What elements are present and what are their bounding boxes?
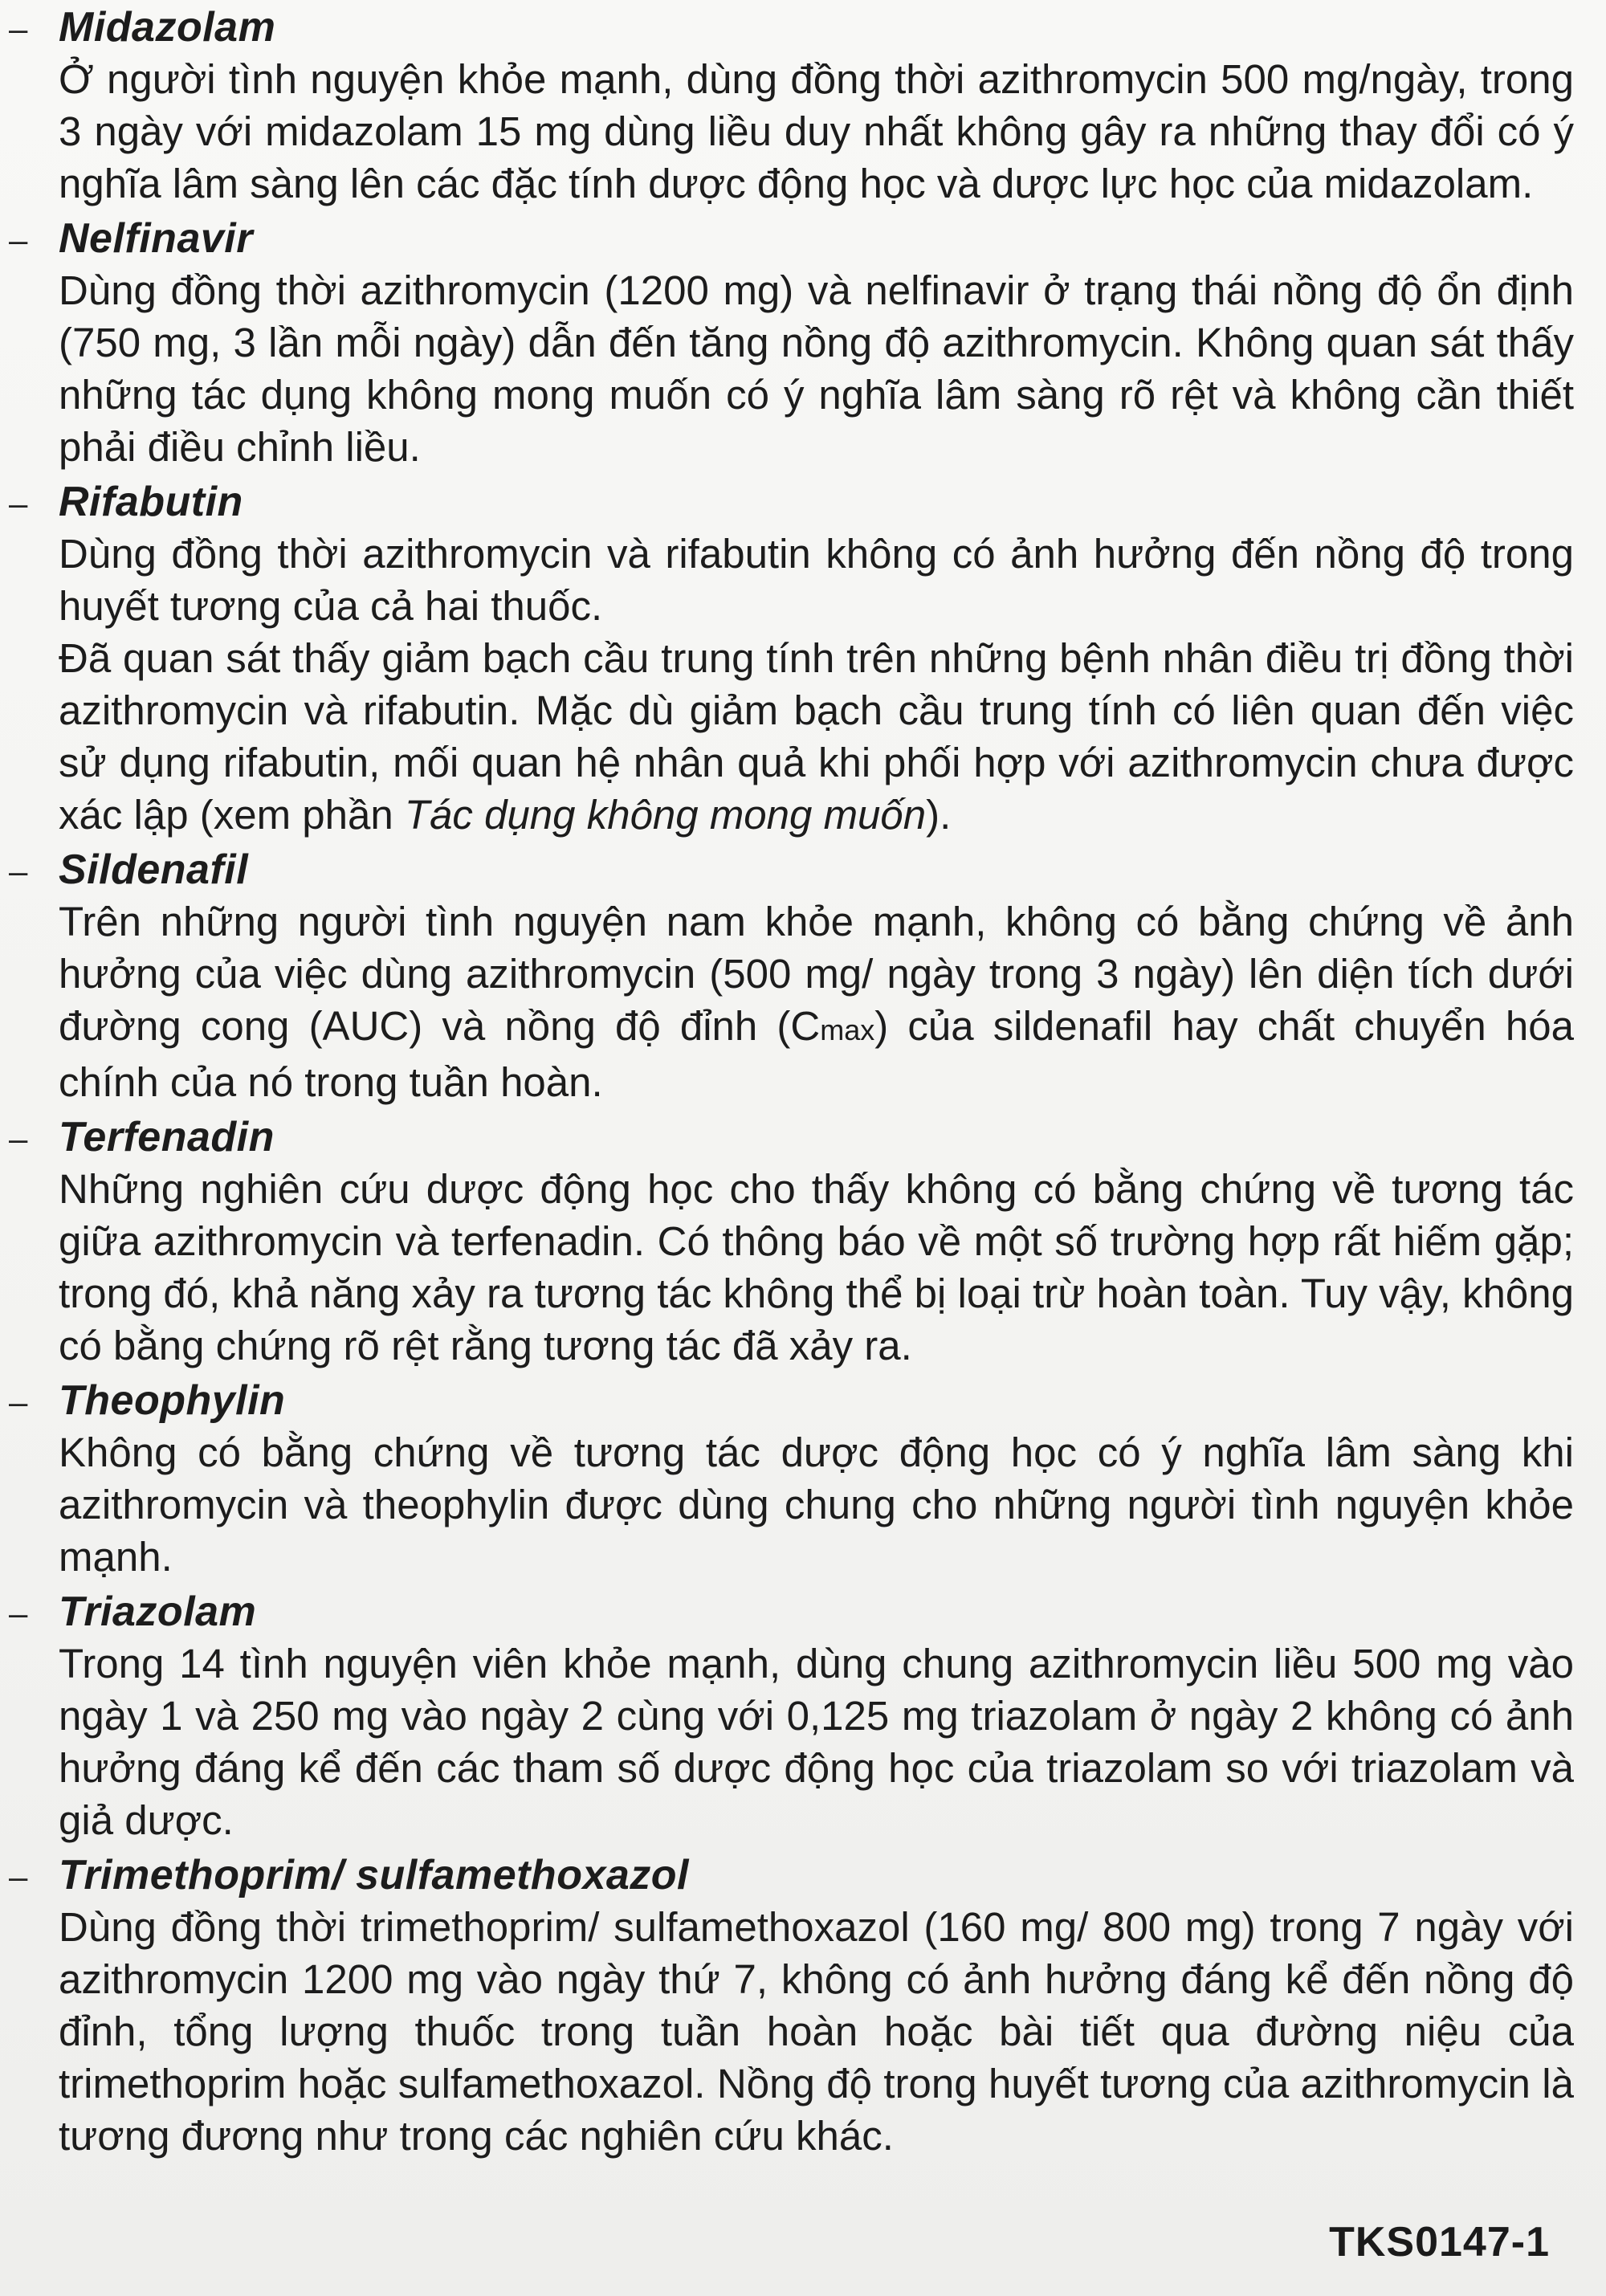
entry-nelfinavir: [0, 213, 1606, 473]
list-dash: –: [9, 484, 28, 522]
drug-name: Sildenafil: [59, 846, 249, 893]
list-dash: –: [9, 1119, 28, 1157]
drug-name: Trimethoprim/ sulfamethoxazol: [59, 1852, 690, 1898]
entry-paragraph: Dùng đồng thời azithromycin và rifabutin không có ảnh hưởng đến nồng độ trong huyết tương của cả hai thuốc.: [59, 531, 1574, 629]
entry-paragraph: Ở người tình nguyện khỏe mạnh, dùng đồng thời azithromycin 500 mg/ngày, trong 3 ngày với midazolam 15 mg dùng liều duy nhất không gây ra những thay đổi có ý nghĩa lâm sàng lên các đặc tính dược động học và dược lực học của midazolam.: [59, 56, 1574, 206]
entry-midazolam: [0, 2, 1606, 210]
list-dash: –: [9, 1858, 28, 1895]
list-dash: –: [9, 1594, 28, 1632]
drug-name: Theophylin: [59, 1377, 286, 1424]
drug-name: Triazolam: [59, 1588, 257, 1635]
entry-theophylin: [0, 1375, 1606, 1583]
entry-heading: [9, 476, 1574, 528]
entry-paragraph: Những nghiên cứu dược động học cho thấy không có bằng chứng về tương tác giữa azithromycin và terfenadin. Có thông báo về một số trường hợp rất hiếm gặp; trong đó, khả năng xảy ra tương tác không thể bị loại trừ hoàn toàn. Tuy vậy, không có bằng chứng rõ rệt rằng tương tác đã xảy ra.: [59, 1166, 1574, 1368]
entry-rifabutin: [0, 476, 1606, 841]
list-dash: –: [9, 852, 28, 890]
entry-heading: [9, 1849, 1574, 1901]
entry-heading: [9, 1111, 1574, 1163]
entry-paragraph: Trong 14 tình nguyện viên khỏe mạnh, dùng chung azithromycin liều 500 mg vào ngày 1 và 250 mg vào ngày 2 cùng với 0,125 mg triazolam ở ngày 2 không có ảnh hưởng đáng kể đến các tham số dược động học của triazolam so với triazolam và giả dược.: [59, 1641, 1574, 1843]
entry-heading: [9, 844, 1574, 895]
paragraph-text: ).: [926, 792, 952, 838]
drug-name: Nelfinavir: [59, 215, 253, 262]
list-dash: –: [9, 1383, 28, 1421]
entry-paragraph: [59, 895, 1574, 1108]
entry-triazolam: [0, 1586, 1606, 1846]
entry-terfenadin: [0, 1111, 1606, 1372]
entry-heading: [9, 2, 1574, 53]
entry-paragraph: [59, 632, 1574, 841]
entry-paragraph: Dùng đồng thời azithromycin (1200 mg) và nelfinavir ở trạng thái nồng độ ổn định (750 mg, 3 lần mỗi ngày) dẫn đến tăng nồng độ azithromycin. Không quan sát thấy những tác dụng không mong muốn có ý nghĩa lâm sàng rõ rệt và không cần thiết phải điều chỉnh liều.: [59, 267, 1574, 470]
entry-heading: [9, 1375, 1574, 1426]
list-dash: –: [9, 221, 28, 259]
paragraph-text: ) của sildenafil hay chất chuyển hóa chính của nó trong tuần hoàn.: [59, 1003, 1574, 1105]
entry-heading: [9, 1586, 1574, 1637]
drug-name: Terfenadin: [59, 1114, 275, 1160]
subscript-text: max: [820, 1013, 875, 1046]
entry-sildenafil: [0, 844, 1606, 1108]
paragraph-text: Trên những người tình nguyện nam khỏe mạnh, không có bằng chứng về ảnh hưởng của việc dùng azithromycin (500 mg/ ngày trong 3 ngày) lên diện tích dưới đường cong (AUC) và nồng độ đỉnh (C: [59, 899, 1574, 1049]
entry-heading: [9, 213, 1574, 264]
paragraph-text: Đã quan sát thấy giảm bạch cầu trung tính trên những bệnh nhân điều trị đồng thời azithromycin và rifabutin. Mặc dù giảm bạch cầu trung tính có liên quan đến việc sử dụng rifabutin, mối quan hệ nhân quả khi phối hợp với azithromycin chưa được xác lập (xem phần: [59, 635, 1574, 838]
entry-paragraph: Dùng đồng thời trimethoprim/ sulfamethoxazol (160 mg/ 800 mg) trong 7 ngày với azithromycin 1200 mg vào ngày thứ 7, không có ảnh hưởng đáng kể đến nồng độ đỉnh, tổng lượng thuốc trong tuần hoàn hoặc bài tiết qua đường niệu của trimethoprim hoặc sulfamethoxazol. Nồng độ trong huyết tương của azithromycin là tương đương như trong các nghiên cứu khác.: [59, 1904, 1574, 2159]
drug-name: Rifabutin: [59, 479, 243, 525]
document-code: TKS0147-1: [1329, 2219, 1550, 2265]
cross-reference: Tác dụng không mong muốn: [404, 792, 927, 838]
list-dash: –: [9, 10, 28, 47]
entry-trimethoprim-sulfamethoxazol: [0, 1849, 1606, 2162]
drug-name: Midazolam: [59, 4, 276, 51]
entry-paragraph: Không có bằng chứng về tương tác dược động học có ý nghĩa lâm sàng khi azithromycin và theophylin được dùng chung cho những người tình nguyện khỏe mạnh.: [59, 1429, 1574, 1580]
